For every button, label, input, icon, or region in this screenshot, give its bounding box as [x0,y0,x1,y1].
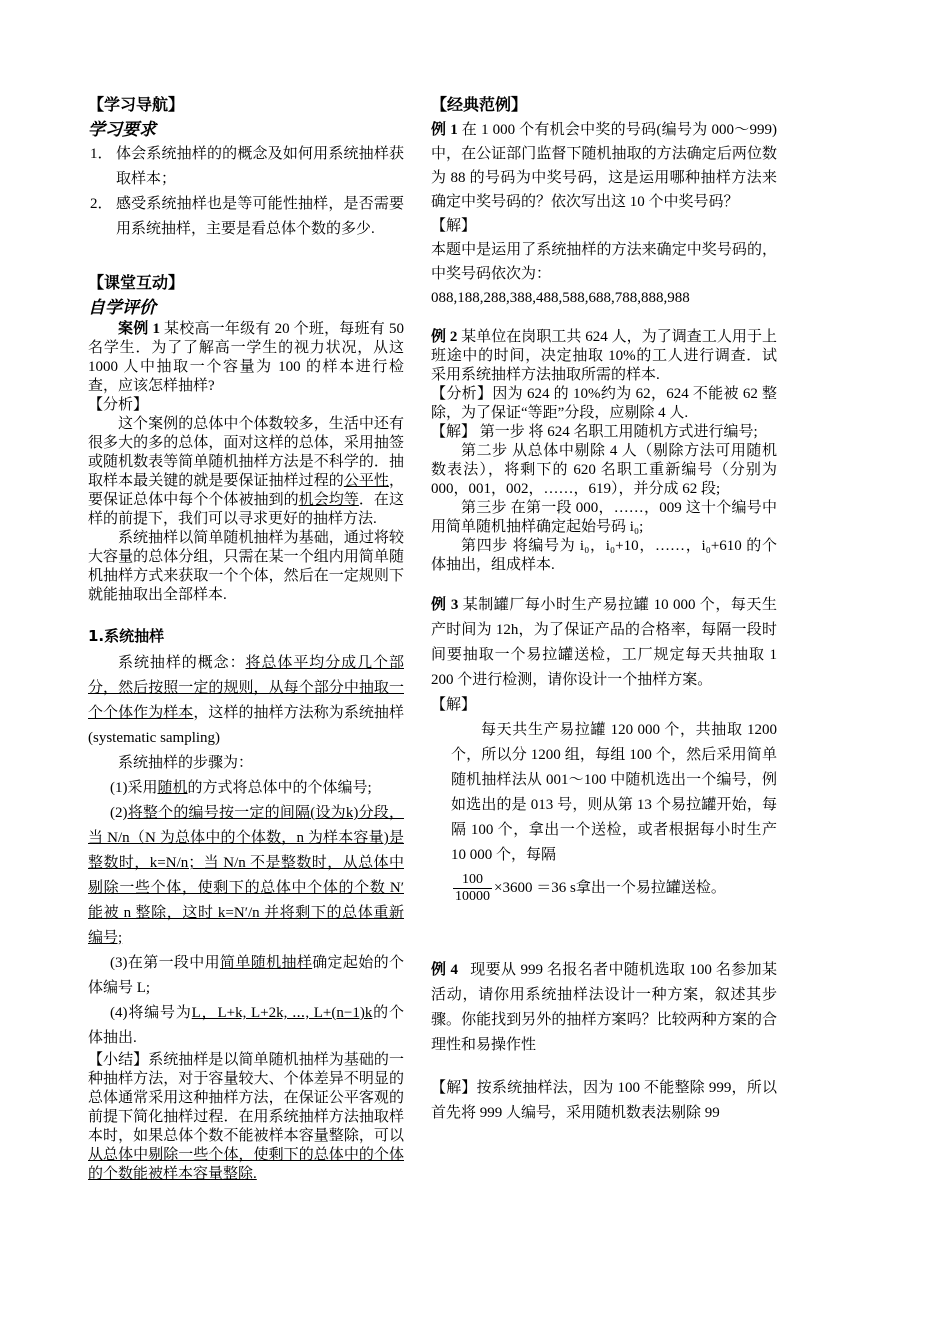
analysis-text: ．在这样的前提下，我们可以寻求更好的抽样方法. [88,492,404,527]
step-text: (1)采用 [110,780,158,796]
example-3-solution-block [431,718,777,908]
analysis-paragraph-2: 系统抽样以简单随机抽样为基础，通过将较大容量的总体分组，只需在某一个组内用简单随机抽样方式来获取一个个体，然后在一定规则下就能抽取出全部样本. [88,530,404,603]
example-1-solution-label: 【解】 [431,218,477,234]
example-4 [431,958,777,1058]
requirement-number: 1． [90,146,113,162]
example-1-solution: 本题中是运用了系统抽样的方法来确定中奖号码的，中奖号码依次为： [431,242,777,282]
fairness-term: 公平性 [343,473,389,489]
step-underlined: 简单随机抽样 [220,955,313,971]
example-3 [431,593,777,693]
analysis-text: ，要保证总体中每个个体被抽到的 [88,473,404,508]
step-underlined: 将整个的编号按一定的间隔(设为k)分段，当 N/n（N 为总体中的个体数，n 为样本容量)是整数时，k=N/n；当 N/n 不是整数时，从总体中剔除一些个体，使剩下的总体中个体的个数 N′ 能被 n 整除，这时 k=N′/n 并将剩下的总体重新编号; [88,805,404,946]
formula-tail: 拿出一个易拉罐送检。 [575,880,726,896]
example-3-formula-line [451,868,777,908]
example-2-step-1: 【解】 第一步 将 624 名职工用随机方式进行编号; [431,424,758,440]
requirement-item [88,192,404,242]
fraction-numerator: 100 [453,872,492,889]
step-text: (2) [110,805,128,821]
requirement-text: 感受系统抽样也是等可能性抽样，是否需要用系统抽样，主要是看总体个数的多少. [116,196,404,237]
example-1 [431,118,777,214]
summary-paragraph [88,1051,404,1184]
step-underlined: L，L+k, L+2k, ⋯, L+(n−1)k [191,1005,373,1021]
requirements-list [88,142,404,242]
analysis-text: 这个案例的总体中个体数较多，生活中还有很多大的多的总体，面对这样的总体，采用抽签或随机数表等简单随机抽样方法是不科学的．抽取样本最关键的就是要保证抽样过程的 [88,416,404,489]
requirement-number: 2． [90,196,113,212]
example-2-step-2: 第二步 从总体中剔除 4 人（剔除方法可用随机数表法），将剩下的 620 名职工重新编号（分别为 000，001，002，……，619），并分成 62 段; [431,443,777,497]
step-4 [88,1001,404,1051]
requirements-title: 学习要求 [88,120,156,140]
example-text: 现要从 999 名报名者中随机选取 100 名参加某活动，请你用系统抽样法设计一种方案，叙述其步骤。你能找到另外的抽样方案吗？比较两种方案的合理性和易操作性 [431,962,777,1053]
equal-chance-term: 机会均等 [298,492,359,508]
section-systematic-sampling: 1.系统抽样 [88,627,165,645]
example-2 [431,328,777,385]
example-text: 某单位在岗职工共 624 人，为了调查工人用于上班途中的时间，决定抽取 10%的工人进行调查．试采用系统抽样方法抽取所需的样本. [431,329,777,383]
step-text: 的方式将总体中的个体编号; [187,780,372,796]
step-text: (4)将编号为 [110,1005,192,1021]
step-3 [88,951,404,1001]
fraction [453,872,492,905]
concept-paragraph [88,651,404,751]
example-3-solution: 每天共生产易拉罐 120 000 个，共抽取 1200 个，所以分 1200 组，每组 100 个，然后采用简单随机抽样法从 001～100 中随机选出一个编号，例如选出的是 013 号，则从第 13 个易拉罐开始，每隔 100 个，拿出一个送检，或者根据每小时生产 10 000 个，每隔 [451,722,777,863]
case-1 [88,320,404,396]
concept-label: 系统抽样的概念： [118,655,246,671]
example-label: 例 2 [431,329,458,345]
requirement-text: 体会系统抽样的的概念及如何用系统抽样获取样本； [116,146,404,187]
step-1 [88,776,404,801]
classroom-title: 【课堂互动】 [88,273,185,292]
example-text: 某制罐厂每小时生产易拉罐 10 000 个，每天生产时间为 12h，为了保证产品的合格率，每隔一段时间要抽取一个易拉罐送检，工厂规定每天共抽取 1 200 个进行检测，请你设计一个抽样方案。 [431,597,777,688]
requirement-item [88,142,404,192]
example-label: 例 3 [431,597,459,613]
summary-underlined: 从总体中剔除一些个体，使剩下的总体中的个体的个数能被样本容量整除. [88,1147,404,1182]
step-underlined: 随机 [157,780,188,796]
summary-text: 系统抽样是以简单随机抽样为基础的一种抽样方法，对于容量较大、个体差异不明显的总体通常采用这种抽样方法，在保证公平客观的前提下简化抽样过程．在用系统抽样方法抽取样本时，如果总体个数不能被样本容量整除，可以 [88,1052,404,1144]
step-text: (3)在第一段中用 [110,955,221,971]
example-4-solution: 【解】按系统抽样法，因为 100 不能整除 999，所以首先将 999 人编号，采用随机数表法剔除 99 [431,1080,777,1121]
analysis-label: 【分析】 [88,397,149,413]
step-2 [88,801,404,951]
example-2-analysis: 【分析】因为 624 的 10%约为 62，624 不能被 62 整除，为了保证“等距”分段，应剔除 4 人. [431,386,777,421]
examples-title: 【经典范例】 [431,95,528,114]
concept-definition: 将总体平均分成几个部分，然后按照一定的规则，从每个部分中抽取一个个体作为样本 [88,655,404,721]
fraction-denominator: 10000 [455,889,490,905]
example-label: 例 4 [431,962,458,978]
example-2-step-4: 第四步 将编号为 i₀，i₀+10，……，i₀+610 的个体抽出，组成样本. [431,538,777,573]
example-label: 例 1 [431,122,458,138]
case-text: 某校高一年级有 20 个班，每班有 50 名学生．为了了解高一学生的视力状况，从这 1000 人中抽取一个容量为 100 的样本进行检查，应该怎样抽样? [88,321,404,394]
example-2-step-3: 第三步 在第一段 000，……，009 这十个编号中用简单随机抽样确定起始号码 i₀; [431,500,777,535]
example-text: 在 1 000 个有机会中奖的号码(编号为 000～999)中，在公证部门监督下随机抽取的方法确定后两位数为 88 的号码为中奖号码，这是运用哪种抽样方法来确定中奖号码的？依次写出这 10 个中奖号码？ [431,122,777,210]
step-text: 的个体抽出. [88,1005,404,1046]
nav-title: 【学习导航】 [88,95,185,114]
steps-title: 系统抽样的步骤为： [118,755,254,771]
right-column [431,92,777,1126]
concept-text: ，这样的抽样方法称为系统抽样(systematic sampling) [88,705,404,746]
self-study-title: 自学评价 [88,298,156,318]
left-column [88,92,404,1184]
example-1-numbers: 088,188,288,388,488,588,688,788,888,988 [431,290,690,306]
summary-label: 【小结】 [88,1052,149,1068]
step-text: 确定起始的个体编号 L; [88,955,404,996]
example-3-solution-label: 【解】 [431,697,477,713]
case-label: 案例 1 [118,321,160,337]
analysis-paragraph-1 [88,415,404,529]
formula-text: ×3600 ＝36 s [494,880,576,896]
